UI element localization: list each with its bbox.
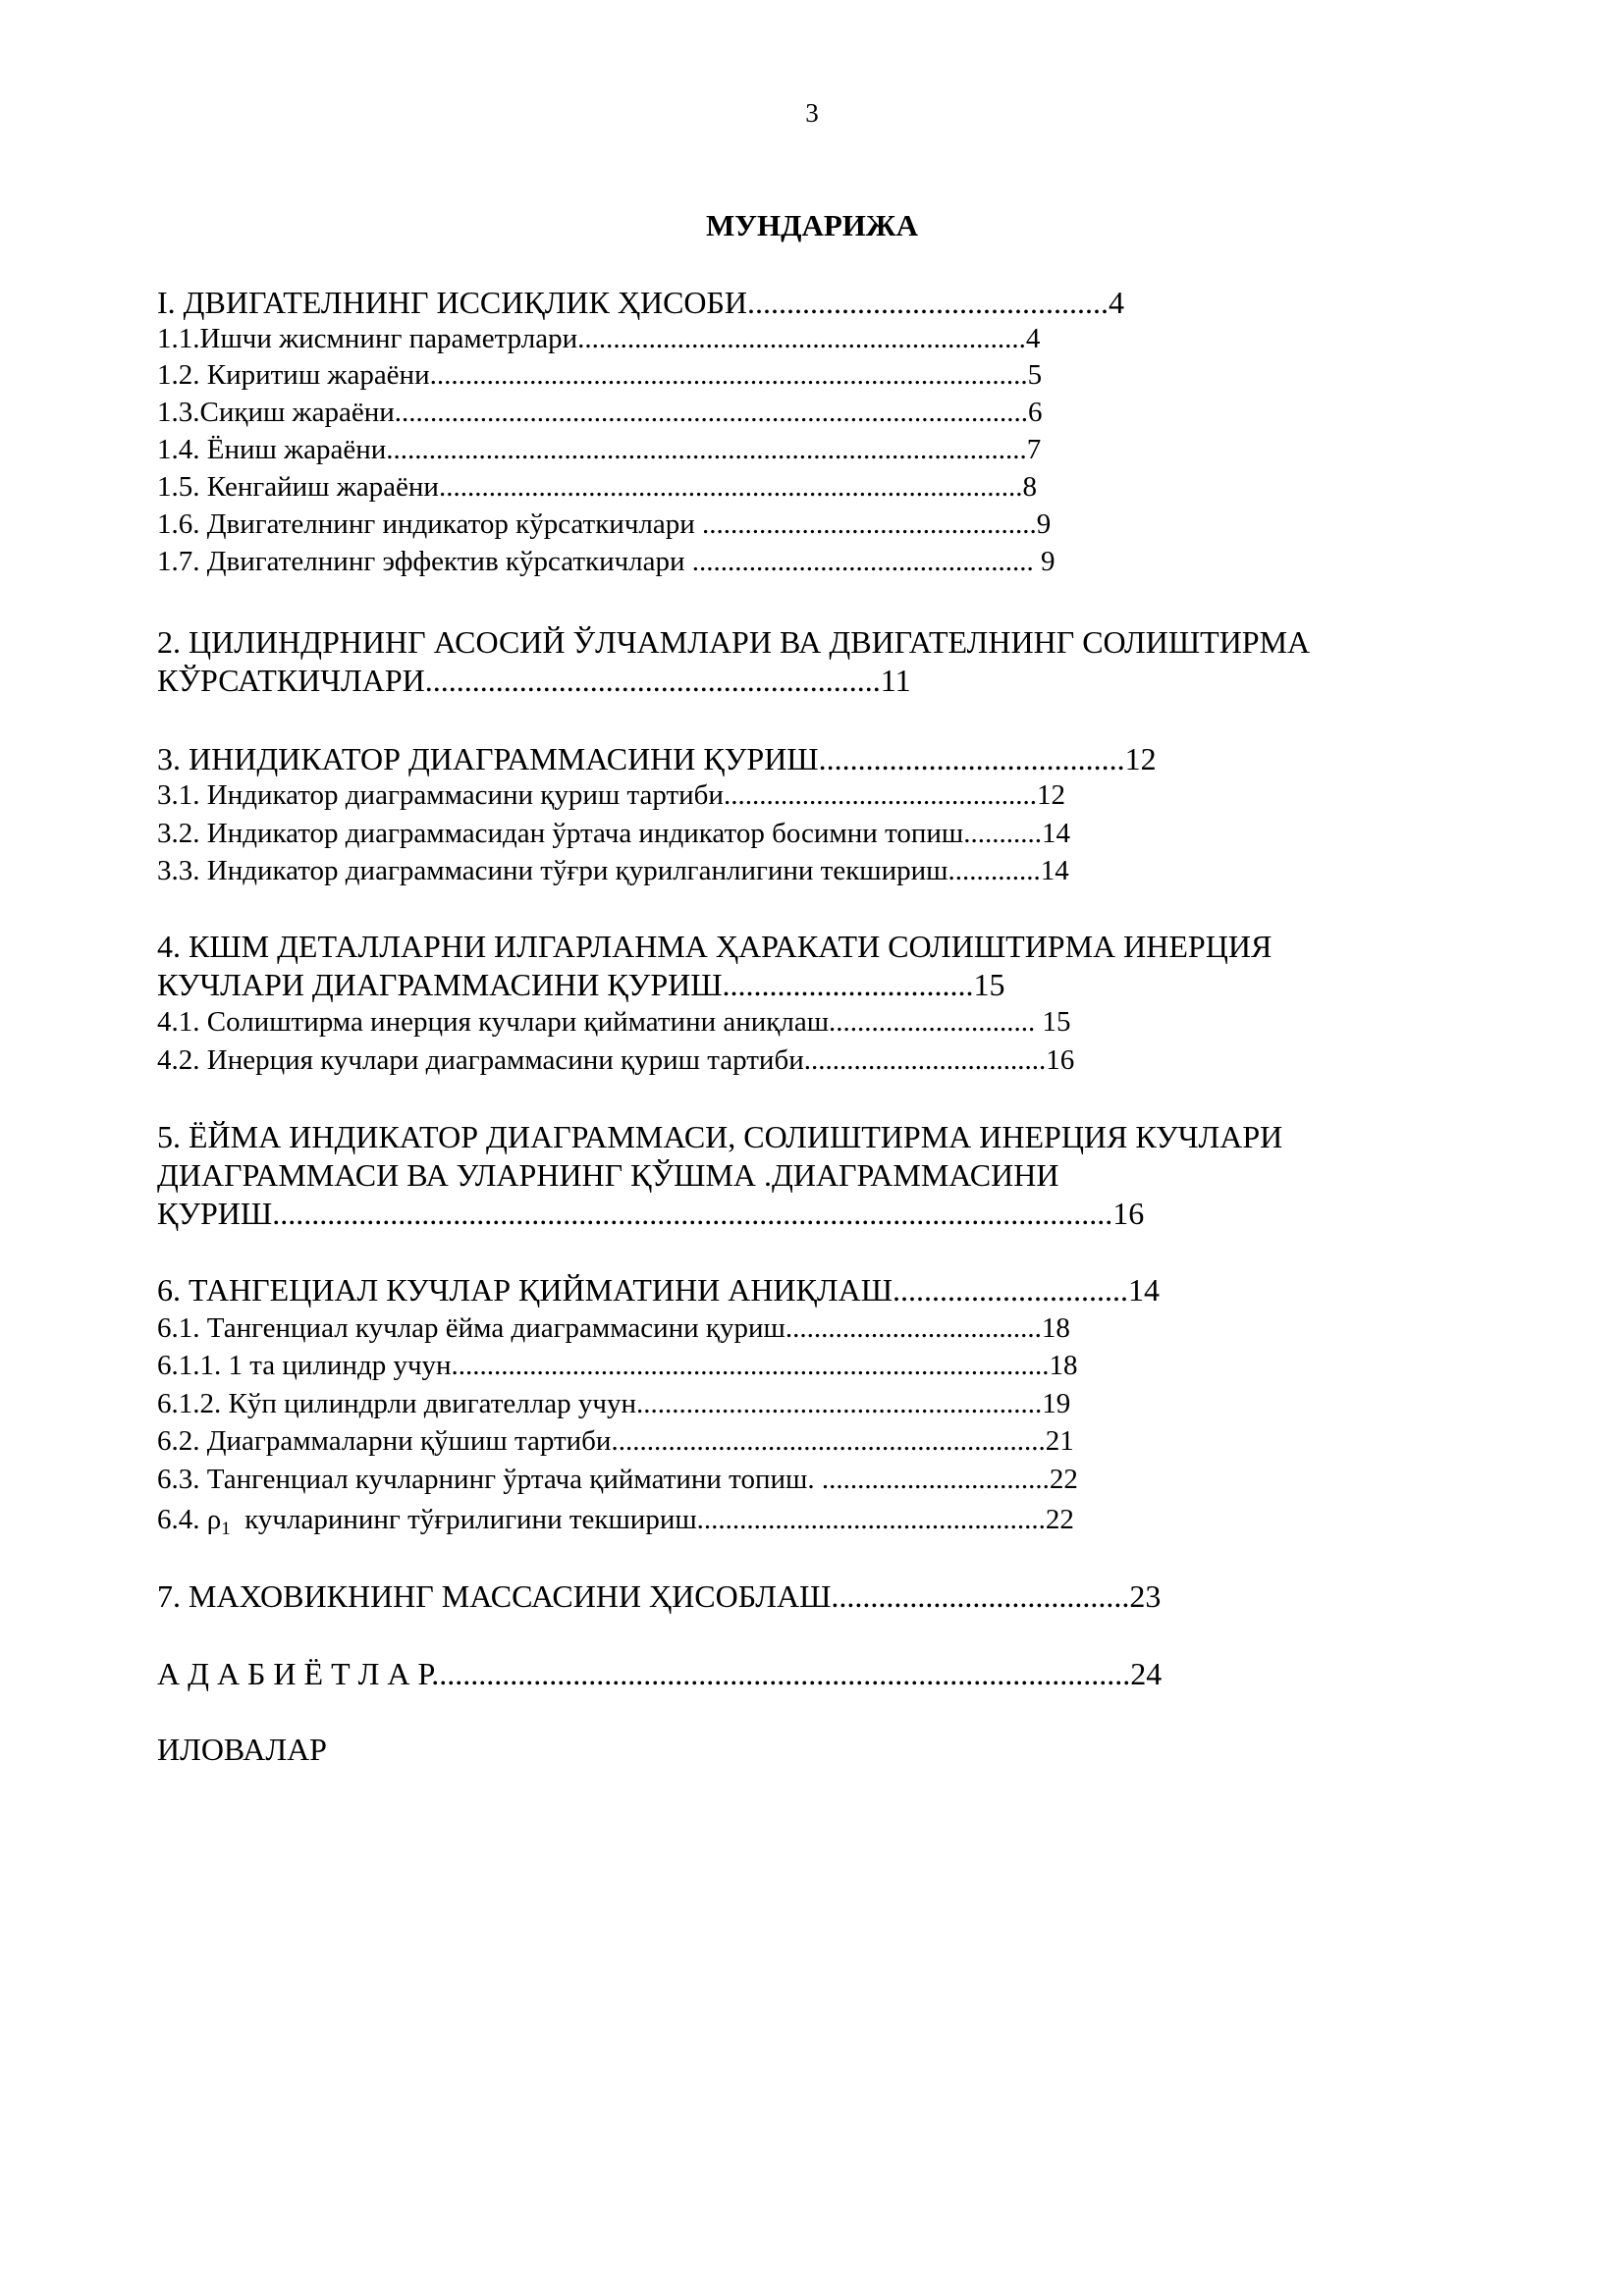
toc-entry-6-4 (157, 1502, 1074, 1547)
toc-entry-1-4: 1.4. Ёниш жараёни..........................................................................................7 (157, 434, 1042, 465)
toc-entry-1-7: 1.7. Двигателнинг эффектив кўрсаткичлари ................................................ 9 (157, 546, 1056, 577)
toc-entry-5-line-2: ДИАГРАММАСИ ВА УЛАРНИНГ ҚЎШМА .ДИАГРАММАСИНИ (157, 1157, 1059, 1193)
toc-entry-3: 3. ИНИДИКАТОР ДИАГРАММАСИНИ ҚУРИШ.......................................12 (157, 741, 1157, 776)
page-title: МУНДАРИЖА (706, 208, 918, 242)
toc-entry-6-3: 6.3. Тангенциал кучларнинг ўртача қийматини топиш. ................................22 (157, 1464, 1078, 1495)
toc-entry-6-1: 6.1. Тангенциал кучлар ёйма диаграммасини қуриш....................................18 (157, 1312, 1070, 1344)
toc-entry-1-3: 1.3.Сиқиш жараёни.........................................................................................6 (157, 397, 1043, 428)
toc-entry-1-1: 1.1.Ишчи жисмнинг параметрлари...............................................................4 (157, 323, 1041, 354)
toc-entry-3-2: 3.2. Индикатор диаграммасидан ўртача индикатор босимни топиш...........14 (157, 818, 1070, 849)
toc-entry-6-4-text: кучларининг тўғрилигини текшириш.................................................22 (230, 1504, 1074, 1535)
toc-entry-5-line-1: 5. ЁЙМА ИНДИКАТОР ДИАГРАММАСИ, СОЛИШТИРМА ИНЕРЦИЯ КУЧЛАРИ (157, 1119, 1283, 1154)
toc-entry-6: 6. ТАНГЕЦИАЛ КУЧЛАР ҚИЙМАТИНИ АНИҚЛАШ..............................14 (157, 1272, 1160, 1308)
toc-entry-appendices: ИЛОВАЛАР (157, 1732, 327, 1767)
toc-entry-6-2: 6.2. Диаграммаларни қўшиш тартиби.............................................................21 (157, 1425, 1074, 1457)
toc-entry-4-line-2: КУЧЛАРИ ДИАГРАММАСИНИ ҚУРИШ................................15 (157, 967, 1005, 1002)
toc-entry-6-1-1: 6.1.1. 1 та цилиндр учун....................................................................................18 (157, 1350, 1078, 1381)
toc-entry-3-1: 3.1. Индикатор диаграммасини қуриш тартиби............................................12 (157, 779, 1065, 811)
toc-entry-1-6: 1.6. Двигателнинг индикатор кўрсаткичлари ...............................................9 (157, 508, 1052, 540)
toc-entry-4-line-1: 4. КШМ ДЕТАЛЛАРНИ ИЛГАРЛАНМА ҲАРАКАТИ СОЛИШТИРМА ИНЕРЦИЯ (157, 929, 1272, 964)
rho-symbol: 6.4. ρ (157, 1504, 222, 1535)
rho-subscript: 1 (221, 1519, 231, 1539)
toc-entry-6-1-2: 6.1.2. Кўп цилиндрли двигателлар учун.........................................................19 (157, 1388, 1071, 1419)
toc-entry-3-3: 3.3. Индикатор диаграммасини тўғри қурилганлигини текшириш.............14 (157, 855, 1069, 886)
toc-entry-2-line-1: 2. ЦИЛИНДРНИНГ АСОСИЙ ЎЛЧАМЛАРИ ВА ДВИГАТЕЛНИНГ СОЛИШТИРМА (157, 624, 1311, 660)
toc-entry-4-2: 4.2. Инерция кучлари диаграммасини қуриш тартиби..................................16 (157, 1044, 1075, 1076)
toc-entry-1: I. ДВИГАТЕЛНИНГ ИССИҚЛИК ҲИСОБИ..............................................4 (157, 285, 1125, 320)
page-number: 3 (805, 98, 819, 128)
toc-entry-references: А Д А Б И Ё Т Л А Р.........................................................................................24 (157, 1656, 1163, 1691)
toc-entry-1-2: 1.2. Киритиш жараёни....................................................................................5 (157, 359, 1043, 391)
toc-entry-1-5: 1.5. Кенгайиш жараёни..................................................................................8 (157, 471, 1037, 503)
toc-entry-7: 7. МАХОВИКНИНГ МАССАСИНИ ҲИСОБЛАШ......................................23 (157, 1578, 1162, 1614)
toc-entry-5-line-3: ҚУРИШ...........................................................................................................16 (157, 1196, 1145, 1231)
toc-entry-4-1: 4.1. Солиштирма инерция кучлари қийматини аниқлаш............................. 15 (157, 1006, 1071, 1038)
toc-entry-2-line-2: КЎРСАТКИЧЛАРИ..........................................................11 (157, 663, 911, 698)
